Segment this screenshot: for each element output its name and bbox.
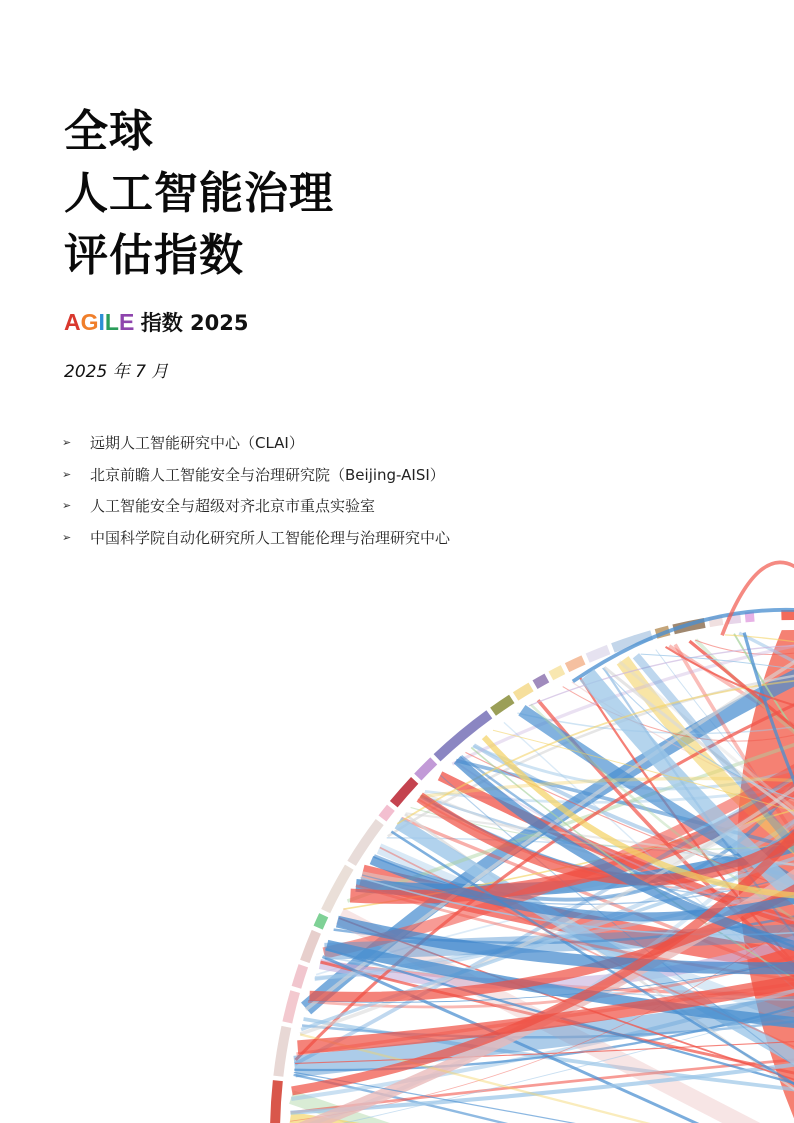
organization-name: 远期人工智能研究中心（CLAI） xyxy=(90,434,304,453)
agile-letter-g: G xyxy=(80,309,99,335)
chord-arc-segment xyxy=(318,915,324,927)
chord-arc-segment xyxy=(745,617,754,618)
organization-name: 北京前瞻人工智能安全与治理研究院（Beijing-AISI） xyxy=(90,465,445,484)
chord-arc-segment xyxy=(551,670,563,676)
agile-letter-i: I xyxy=(98,309,105,335)
chord-arc-segment xyxy=(296,966,303,988)
subtitle-text: 指数 2025 xyxy=(140,311,249,335)
chord-arc-segment xyxy=(535,678,547,685)
chord-arc-segment xyxy=(418,761,434,777)
chord-arc-segment xyxy=(567,660,583,668)
publication-date: 2025 年 7 月 xyxy=(64,362,169,382)
chord-arc-segment xyxy=(382,808,390,819)
chord-ribbon xyxy=(722,562,794,635)
arrow-bullet-icon: ➢ xyxy=(62,467,72,481)
organization-name: 中国科学院自动化研究所人工智能伦理与治理研究中心 xyxy=(90,528,451,547)
agile-letter-l: L xyxy=(104,309,119,335)
arrow-bullet-icon: ➢ xyxy=(62,436,72,450)
chord-arc-segment xyxy=(588,650,609,659)
arrow-bullet-icon: ➢ xyxy=(62,499,72,513)
arrow-bullet-icon: ➢ xyxy=(62,530,72,544)
agile-letter-e: E xyxy=(118,309,135,335)
title-line-2: 人工智能治理 xyxy=(64,168,334,219)
chord-arc-segment xyxy=(275,1081,278,1123)
agile-letter-a: A xyxy=(64,309,81,335)
chord-arc-segment xyxy=(516,687,531,696)
chord-arc-segment xyxy=(287,992,295,1023)
chord-arc-segment xyxy=(278,1027,286,1076)
chord-arc-segment xyxy=(394,780,415,804)
title-line-1: 全球 xyxy=(64,106,154,157)
organization-name: 人工智能安全与超级对齐北京市重点实验室 xyxy=(90,497,376,516)
chord-arc-segment xyxy=(326,867,350,911)
chord-arc-segment xyxy=(305,932,317,962)
title-line-3: 评估指数 xyxy=(64,230,244,281)
chord-arc-segment xyxy=(493,699,512,712)
